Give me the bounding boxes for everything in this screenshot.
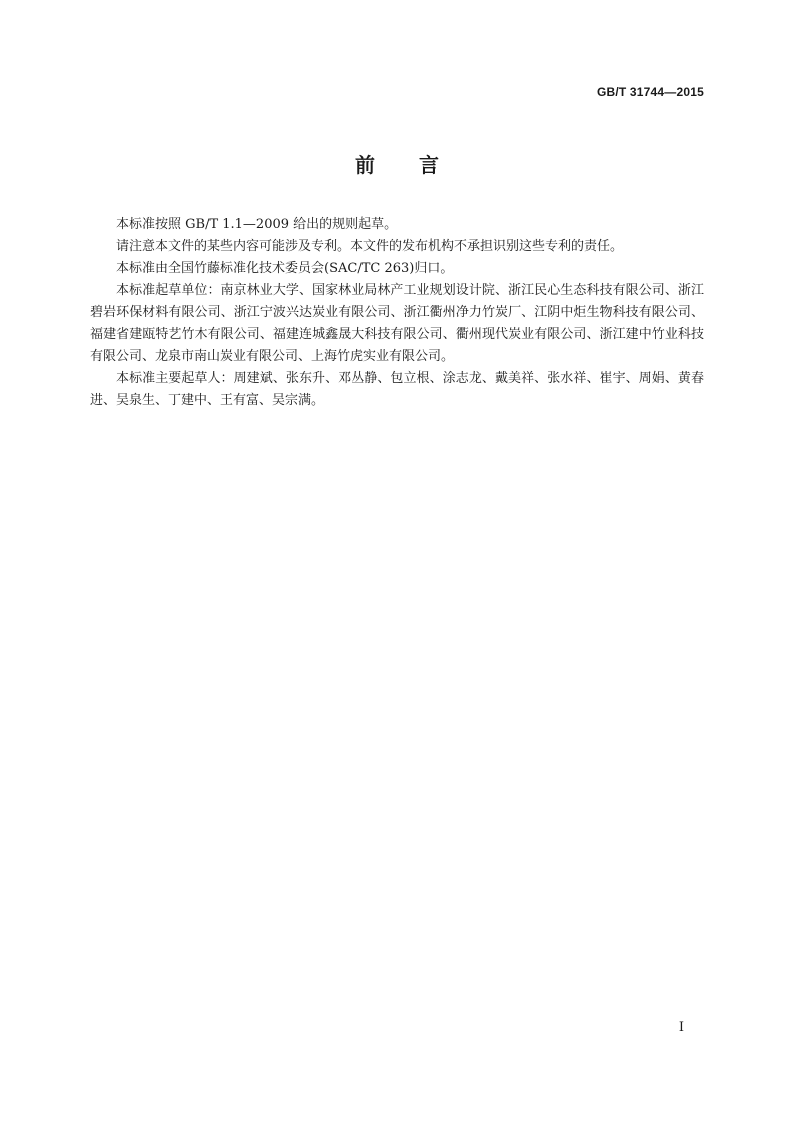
paragraph-patent-notice: 请注意本文件的某些内容可能涉及专利。本文件的发布机构不承担识别这些专利的责任。 — [116, 239, 624, 254]
standard-code: GB/T 31744—2015 — [596, 85, 704, 99]
page-number: I — [678, 1020, 684, 1035]
paragraph-drafting-organizations: 本标准起草单位：南京林业大学、国家林业局林产工业规划设计院、浙江民心生态科技有限公司、浙江碧岩环保材料有限公司、浙江宁波兴达炭业有限公司、浙江衢州净力竹炭厂、江阴中炬生物科技有限公司、福建省建瓯特艺竹木有限公司、福建连城鑫晟大科技有限公司、衢州现代炭业有限公司、浙江建中竹业科技有限公司、龙泉市南山炭业有限公司、上海竹虎实业有限公司。 — [90, 283, 704, 364]
paragraph-technical-committee: 本标准由全国竹藤标准化技术委员会(SAC/TC 263)归口。 — [116, 261, 454, 276]
foreword-body — [90, 214, 704, 412]
paragraph-drafting-rules: 本标准按照 GB/T 1.1—2009 给出的规则起草。 — [116, 217, 398, 232]
paragraph-principal-drafters: 本标准主要起草人：周建斌、张东升、邓丛静、包立根、涂志龙、戴美祥、张水祥、崔宇、周娟、黄春进、吴泉生、丁建中、王有富、吴宗满。 — [90, 371, 704, 408]
page-title: 前言 — [355, 153, 483, 177]
